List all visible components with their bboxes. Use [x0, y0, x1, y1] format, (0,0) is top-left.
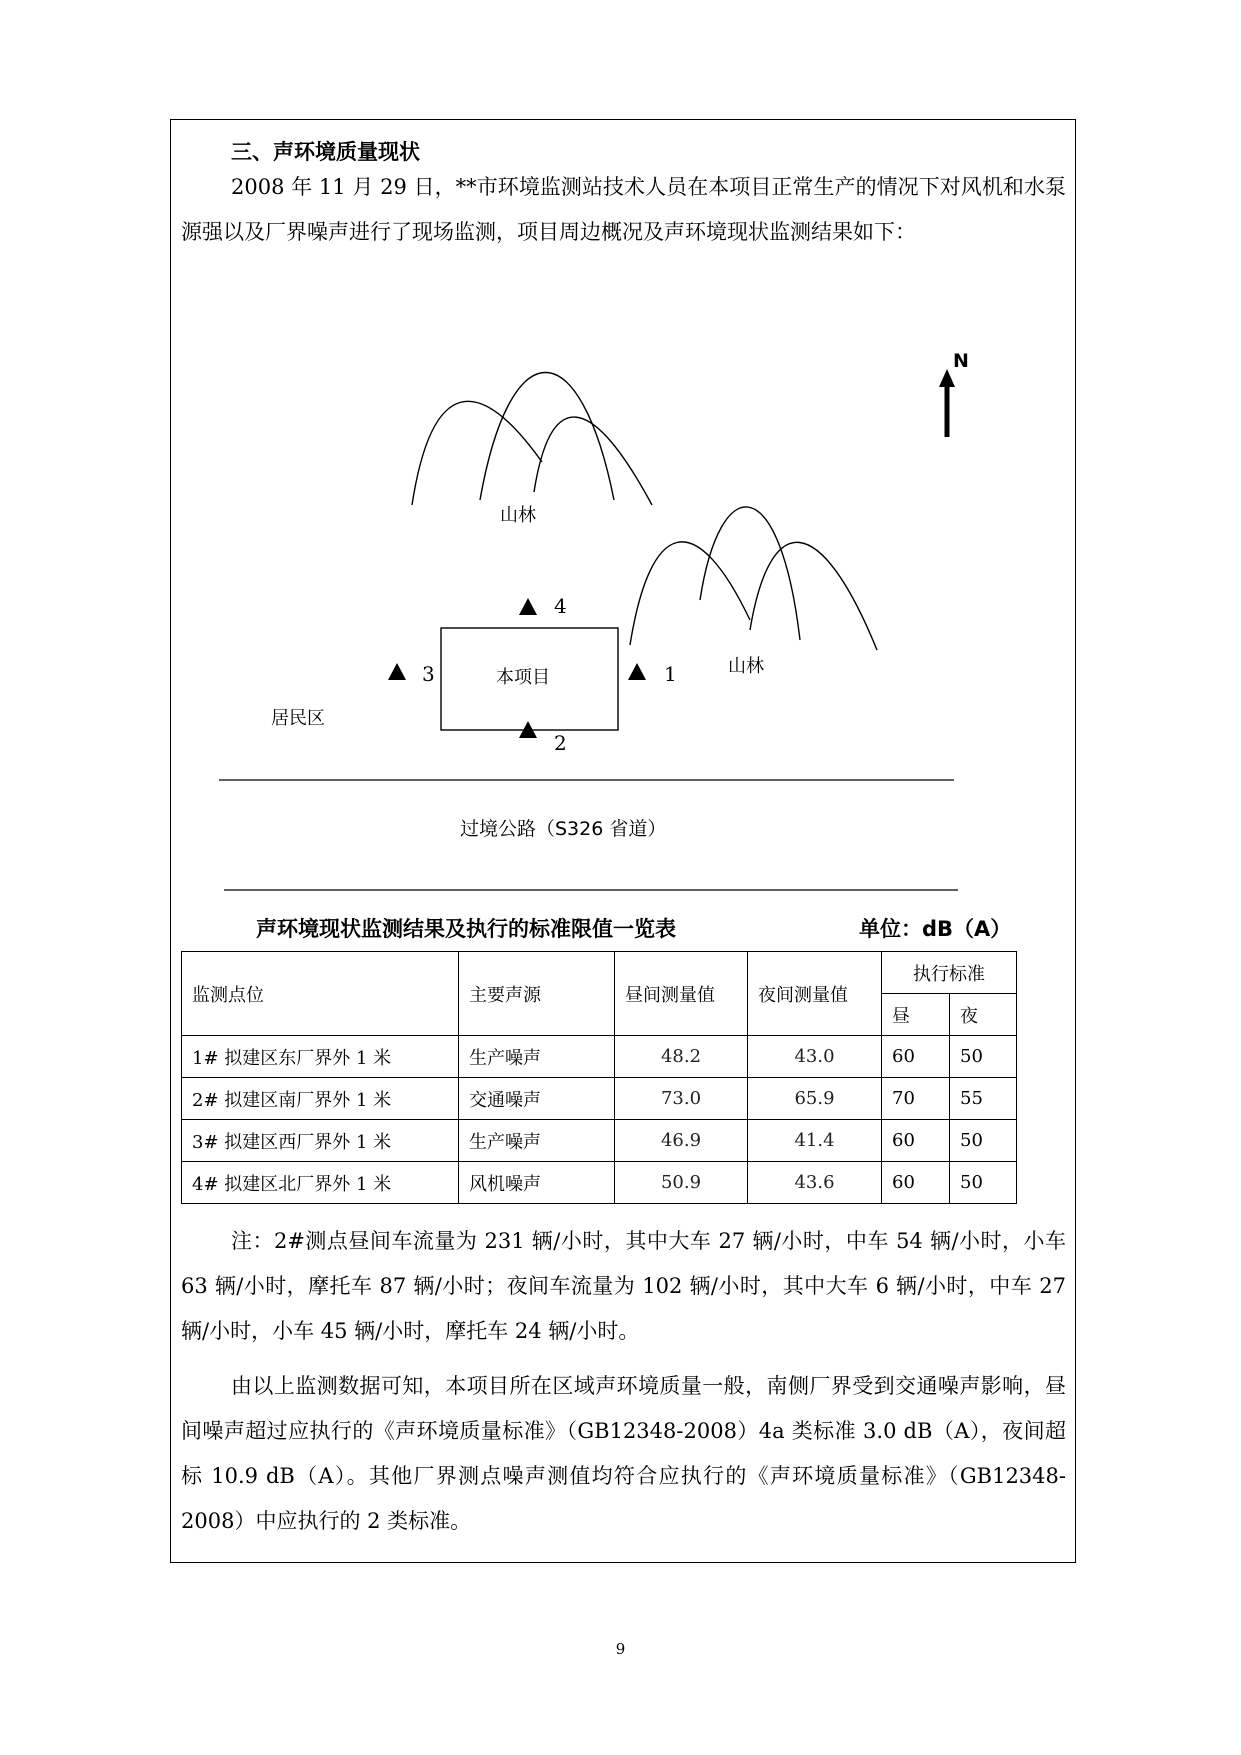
- cell-std-night: 50: [950, 1162, 1017, 1204]
- conclusion-paragraph: [181, 1364, 1066, 1544]
- header-std-day: 昼: [882, 994, 950, 1036]
- cell-source: 交通噪声: [459, 1078, 615, 1120]
- point-1-label: 1: [664, 662, 677, 686]
- table-title: 声环境现状监测结果及执行的标准限值一览表: [256, 917, 676, 941]
- header-std-night: 夜: [950, 994, 1017, 1036]
- forest-label-1: 山林: [500, 505, 536, 526]
- cell-std-day: 70: [882, 1078, 950, 1120]
- table-header-row: [182, 952, 1017, 994]
- site-diagram: [170, 340, 1076, 900]
- note-text: 注：2#测点昼间车流量为 231 辆/小时，其中大车 27 辆/小时，中车 54 辆/小时，小车 63 辆/小时，摩托车 87 辆/小时；夜间车流量为 102 辆/小时，其中大车 6 辆/小时，中车 27 辆/小时，小车 45 辆/小时，摩托车 24 辆/小时。: [181, 1229, 1066, 1343]
- cell-day: 50.9: [615, 1162, 748, 1204]
- cell-day: 48.2: [615, 1036, 748, 1078]
- road-label: 过境公路（S326 省道）: [460, 818, 667, 840]
- cell-night: 65.9: [748, 1078, 882, 1120]
- cell-source: 生产噪声: [459, 1036, 615, 1078]
- point-4-marker-icon: [519, 598, 537, 615]
- table-row: [182, 1036, 1017, 1078]
- point-2-label: 2: [554, 731, 567, 755]
- note-paragraph: [181, 1219, 1066, 1354]
- cell-std-day: 60: [882, 1036, 950, 1078]
- conclusion-text: 由以上监测数据可知，本项目所在区域声环境质量一般，南侧厂界受到交通噪声影响，昼间噪声超过应执行的《声环境质量标准》（GB12348-2008）4a 类标准 3.0 dB（A），夜间超标 10.9 dB（A）。其他厂界测点噪声测值均符合应执行的《声环境质量标准》（GB12348-2008）中应执行的 2 类标准。: [181, 1374, 1066, 1533]
- point-3-label: 3: [422, 662, 435, 686]
- header-source: 主要声源: [459, 952, 615, 1036]
- cell-point: 3# 拟建区西厂界外 1 米: [182, 1120, 459, 1162]
- intro-paragraph: [181, 165, 1066, 255]
- header-day: 昼间测量值: [615, 952, 748, 1036]
- point-3-marker-icon: [388, 663, 406, 680]
- monitoring-results-table: [181, 951, 1017, 1204]
- table-row: [182, 1162, 1017, 1204]
- project-label: 本项目: [496, 667, 550, 688]
- point-1-marker-icon: [628, 663, 646, 680]
- cell-source: 风机噪声: [459, 1162, 615, 1204]
- intro-text: 2008 年 11 月 29 日，**市环境监测站技术人员在本项目正常生产的情况下对风机和水泵源强以及厂界噪声进行了现场监测，项目周边概况及声环境现状监测结果如下：: [181, 175, 1066, 244]
- cell-night: 41.4: [748, 1120, 882, 1162]
- cell-std-day: 60: [882, 1120, 950, 1162]
- cell-point: 1# 拟建区东厂界外 1 米: [182, 1036, 459, 1078]
- header-standard: 执行标准: [882, 952, 1017, 994]
- residential-label: 居民区: [271, 708, 325, 729]
- header-night: 夜间测量值: [748, 952, 882, 1036]
- cell-night: 43.6: [748, 1162, 882, 1204]
- cell-std-night: 50: [950, 1120, 1017, 1162]
- forest-1-icon: [412, 373, 652, 506]
- section-heading: 三、声环境质量现状: [231, 140, 420, 164]
- cell-std-night: 55: [950, 1078, 1017, 1120]
- table-unit: 单位：dB（A）: [859, 917, 1012, 941]
- cell-std-night: 50: [950, 1036, 1017, 1078]
- north-arrow-icon: [939, 369, 955, 437]
- forest-label-2: 山林: [728, 656, 764, 677]
- north-label: N: [953, 350, 969, 372]
- cell-source: 生产噪声: [459, 1120, 615, 1162]
- page-number: 9: [615, 1640, 626, 1658]
- cell-day: 46.9: [615, 1120, 748, 1162]
- cell-point: 4# 拟建区北厂界外 1 米: [182, 1162, 459, 1204]
- forest-2-icon: [630, 507, 877, 650]
- cell-day: 73.0: [615, 1078, 748, 1120]
- table-row: [182, 1078, 1017, 1120]
- header-point: 监测点位: [182, 952, 459, 1036]
- cell-point: 2# 拟建区南厂界外 1 米: [182, 1078, 459, 1120]
- cell-night: 43.0: [748, 1036, 882, 1078]
- table-row: [182, 1120, 1017, 1162]
- cell-std-day: 60: [882, 1162, 950, 1204]
- point-4-label: 4: [554, 594, 567, 618]
